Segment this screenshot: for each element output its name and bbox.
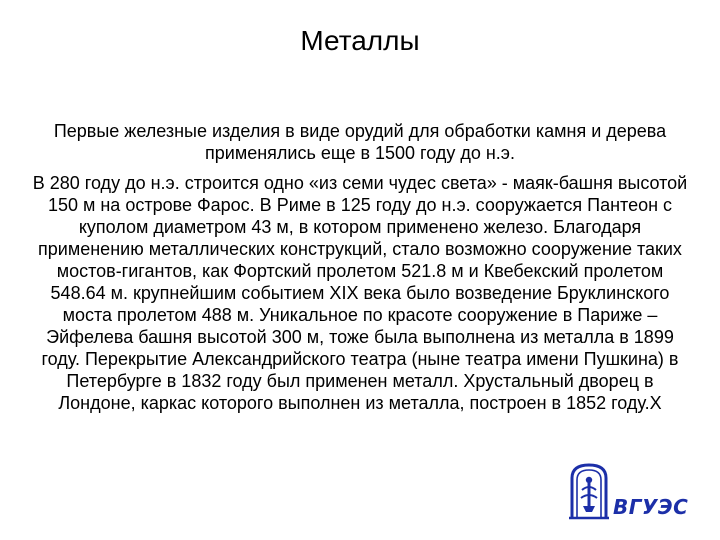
university-emblem-icon <box>566 462 612 520</box>
logo-text: ВГУЭС <box>613 495 689 519</box>
slide-title: Металлы <box>300 25 420 56</box>
slide-body <box>30 120 690 422</box>
paragraph-metal-history: В 280 году до н.э. строится одно «из семи чудес света» - маяк-башня высотой 150 м на острове Фарос. В Риме в 125 году до н.э. сооружается Пантеон с куполом диаметром 43 м, в котором применено железо. Благодаря применению металлических конструкций, стало возможно сооружение таких мостов-гигантов, как Фортский пролетом 521.8 м и Квебекский пролетом 548.64 м. крупнейшим событием XIX века было возведение Бруклинского моста пролетом 488 м. Уникальное по красоте сооружение в Париже – Эйфелева башня высотой 300 м, тоже была выполнена из металла в 1899 году. Перекрытие Александрийского театра (ныне театра имени Пушкина) в Петербурге в 1832 году был применен металл. Хрустальный дворец в Лондоне, каркас которого выполнен из металла, построен в 1852 году.Х <box>32 173 688 413</box>
university-logo <box>566 462 696 522</box>
paragraph-iron-tools: Первые железные изделия в виде орудий для обработки камня и дерева применялись еще в 1500 году до н.э. <box>53 121 667 163</box>
